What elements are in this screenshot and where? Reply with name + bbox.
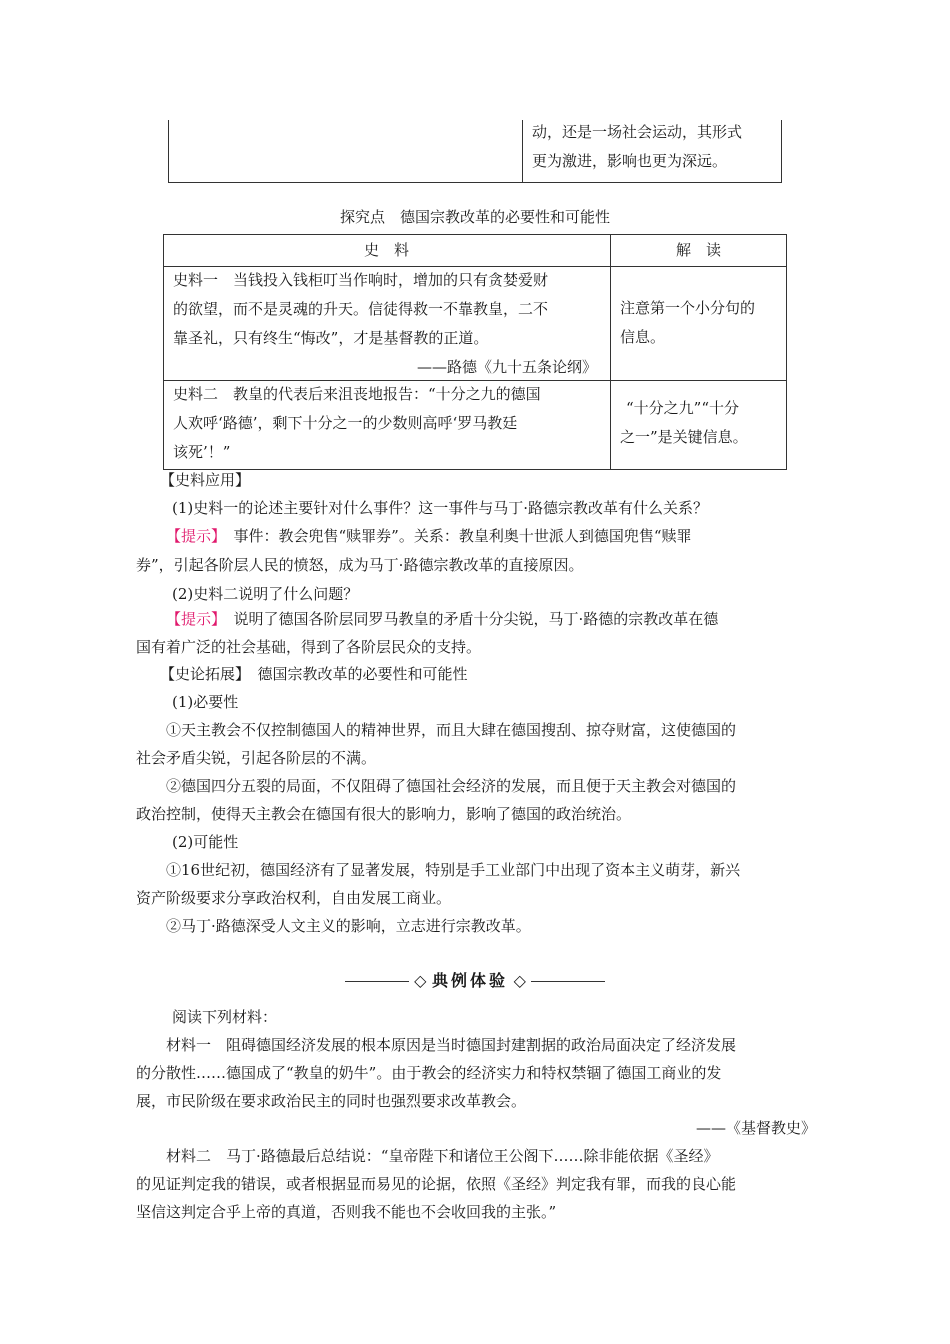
question-1: (1)史料一的论述主要针对什么事件？这一事件与马丁·路德宗教改革有什么关系？: [172, 499, 709, 517]
hint-label: 【提示】: [166, 527, 219, 545]
divider-line-left: [345, 981, 409, 982]
table-row: [173, 266, 605, 382]
source-2-line: 史料二 教皇的代表后来沮丧地报告：“十分之九的德国: [173, 385, 541, 403]
table-column-divider: [610, 234, 611, 470]
note-2: “十分之九”“十分 之一”是关键信息。: [620, 399, 748, 446]
material-1-line: 的分散性……德国成了“教皇的奶牛”。由于教会的经济实力和特权禁锢了德国工商业的发: [136, 1064, 722, 1082]
top-table-divider: [522, 120, 523, 183]
possibility-1-line: 资产阶级要求分享政治权利，自由发展工商业。: [136, 889, 452, 907]
table-row: [173, 380, 605, 467]
necessity-title: (1)必要性: [172, 693, 239, 711]
answer-2-line: 【提示】 说明了德国各阶层同罗马教皇的矛盾十分尖锐，马丁·路德的宗教改革在德: [166, 610, 719, 628]
answer-2-line: 国有着广泛的社会基础，得到了各阶层民众的支持。: [136, 638, 482, 656]
answer-1-line: 【提示】 事件：教会兜售“赎罪券”。关系：教皇利奥十世派人到德国兜售“赎罪: [166, 527, 692, 545]
question-2: (2)史料二说明了什么问题？: [172, 585, 359, 603]
possibility-2: ②马丁·路德深受人文主义的影响，立志进行宗教改革。: [166, 917, 531, 935]
diamond-icon: ◇: [414, 971, 427, 990]
note-1: 注意第一个小分句的 信息。: [620, 299, 756, 346]
diamond-icon: ◇: [513, 971, 526, 990]
top-table-right-cell: 动，还是一场社会运动，其形式 更为激进，影响也更为深远。: [532, 123, 743, 170]
necessity-2-line: 政治控制，使得天主教会在德国有很大的影响力，影响了德国的政治统治。: [136, 805, 632, 823]
necessity-1-line: 社会矛盾尖锐，引起各阶层的不满。: [136, 749, 377, 767]
necessity-2-line: ②德国四分五裂的局面，不仅阻碍了德国社会经济的发展，而且便于天主教会对德国的: [166, 777, 737, 795]
answer-1-line: 券”，引起各阶层人民的愤怒，成为马丁·路德宗教改革的直接原因。: [136, 556, 584, 574]
hint-label: 【提示】: [166, 610, 219, 628]
source-1-attribution: ——路德《九十五条论纲》: [416, 358, 597, 376]
divider-line-right: [531, 981, 605, 982]
source-1-line: 的欲望，而不是灵魂的升天。信徒得救一不靠教皇，二不: [173, 300, 549, 318]
material-2-line: 坚信这判定合乎上帝的真道，否则我不能也不会收回我的主张。”: [136, 1203, 557, 1221]
application-heading: 【史料应用】: [160, 471, 251, 489]
source-1-line: 史料一 当钱投入钱柜叮当作响时，增加的只有贪婪爱财: [173, 271, 549, 289]
source-2-line: 该死’！”: [173, 443, 231, 461]
possibility-title: (2)可能性: [172, 833, 239, 851]
necessity-1-line: ①天主教会不仅控制德国人的精神世界，而且大肆在德国搜刮、掠夺财富，这使德国的: [166, 721, 737, 739]
extension-heading: 【史论拓展】 德国宗教改革的必要性和可能性: [160, 665, 468, 683]
material-2-line: 材料二 马丁·路德最后总结说：“皇帝陛下和诸位王公阁下……除非能依据《圣经》: [166, 1147, 719, 1165]
material-2-line: 的见证判定我的错误，或者根据显而易见的论据，依照《圣经》判定我有罪，而我的良心能: [136, 1175, 737, 1193]
header-source: 史 料: [363, 241, 409, 259]
material-1-source: ——《基督教史》: [695, 1119, 816, 1137]
example-heading-bar: [0, 968, 950, 991]
possibility-1-line: ①16世纪初，德国经济有了显著发展，特别是手工业部门中出现了资本主义萌芽，新兴: [166, 861, 741, 879]
header-interpretation: 解 读: [675, 241, 721, 259]
example-heading: 典例体验: [431, 971, 508, 990]
material-1-line: 展，市民阶级在要求政治民主的同时也强烈要求改革教会。: [136, 1092, 527, 1110]
material-1-line: 材料一 阻碍德国经济发展的根本原因是当时德国封建割据的政治局面决定了经济发展: [166, 1036, 737, 1054]
read-prompt: 阅读下列材料：: [172, 1008, 278, 1026]
source-1-line: 靠圣礼，只有终生“悔改”，才是基督教的正道。: [173, 329, 489, 347]
source-2-line: 人欢呼‘路德’，剩下十分之一的少数则高呼‘罗马教廷: [173, 414, 518, 432]
section-title: 探究点 德国宗教改革的必要性和可能性: [339, 208, 610, 226]
